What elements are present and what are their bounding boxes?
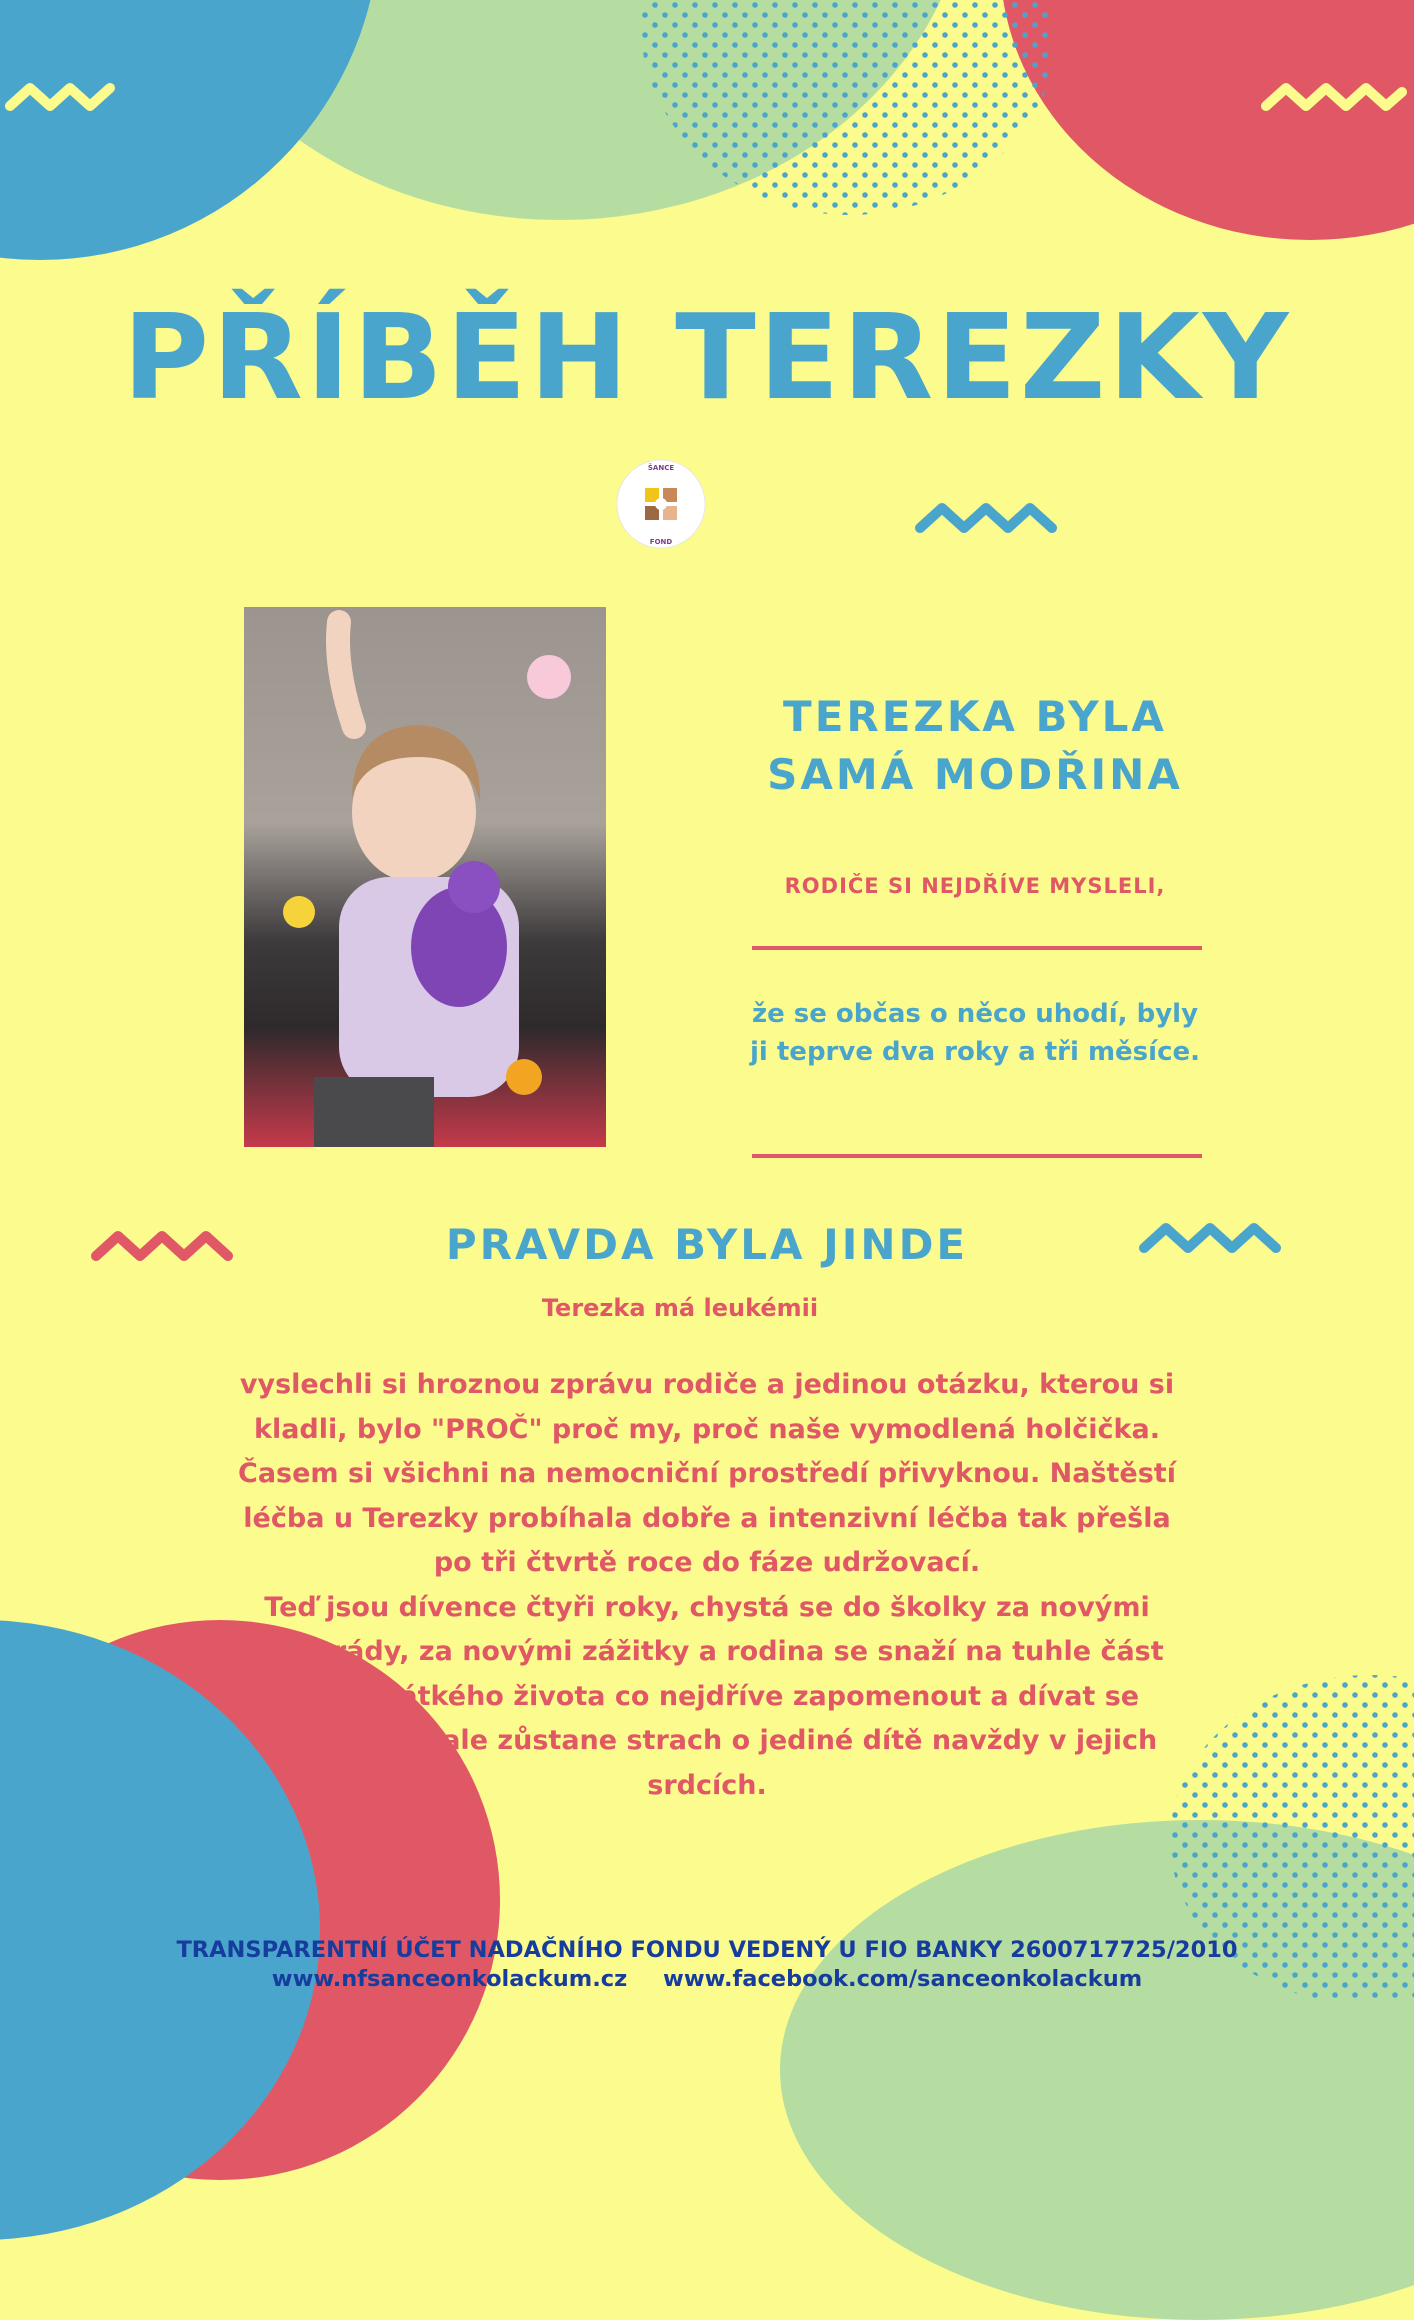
top-right-red-circle (1000, 0, 1414, 240)
top-dot-pattern (630, 0, 1050, 220)
story-line: po tři čtvrtě roce do fáze udržovací. (433, 1547, 981, 1578)
story-line: léčba u Terezky probíhala dobře a intenzivní léčba tak přešla (243, 1502, 1171, 1534)
website-link[interactable]: www.nfsanceonkolackum.cz (271, 1966, 628, 1992)
parents-note: RODIČE SI NEJDŘÍVE MYSLELI, (784, 874, 1166, 898)
zigzag-yellow-top-right (1260, 78, 1410, 118)
svg-text:ŠANCE: ŠANCE (647, 464, 675, 472)
story-line: vpřed. I tak ale zůstane strach o jediné dítě navždy v jejich (256, 1725, 1158, 1756)
facebook-link[interactable]: www.facebook.com/sanceonkolackum (663, 1966, 1143, 1992)
story-line: Teď jsou dívence čtyři roky, chystá se do školky za novými (264, 1591, 1150, 1623)
foundation-logo (615, 458, 707, 550)
zigzag-yellow-top-left (4, 78, 124, 118)
page-title: PŘÍBĚH TEREZKY (122, 288, 1292, 426)
story-line: jejího krátkého života co nejdříve zapomenout a dívat se (274, 1680, 1140, 1712)
story-line: vyslechli si hroznou zprávu rodiče a jedinou otázku, kterou si (239, 1369, 1175, 1400)
footer-links (0, 1966, 1414, 1992)
divider-top (752, 946, 1202, 950)
zigzag-blue-right (912, 500, 1072, 540)
story-line: srdcích. (647, 1769, 767, 1801)
bank-account-info: TRANSPARENTNÍ ÚČET NADAČNÍHO FONDU VEDENÝ U FIO BANKY 2600717725/2010 (176, 1937, 1238, 1963)
story-line: kladli, bylo "PROČ" proč my, proč naše vymodlená holčička. (254, 1413, 1160, 1445)
lead-text: Terezka má leukémii (541, 1294, 819, 1322)
age-note: že se občas o něco uhodí, byly ji teprve dva roky a tři měsíce. (750, 999, 1200, 1067)
story-text (170, 1363, 1244, 1808)
subtitle (720, 688, 1230, 804)
subtitle-line-1: TEREZKA BYLA (783, 692, 1167, 741)
divider-bottom (752, 1154, 1202, 1158)
svg-text:FOND: FOND (649, 538, 673, 546)
subtitle-line-2: SAMÁ MODŘINA (767, 750, 1183, 799)
story-line: Časem si všichni na nemocniční prostředí přivyknou. Naštěstí (238, 1458, 1176, 1489)
story-line: kamarády, za novými zážitky a rodina se snaží na tuhle část (250, 1636, 1164, 1667)
girl-photo (244, 607, 606, 1147)
section-title: PRAVDA BYLA JINDE (445, 1220, 969, 1269)
